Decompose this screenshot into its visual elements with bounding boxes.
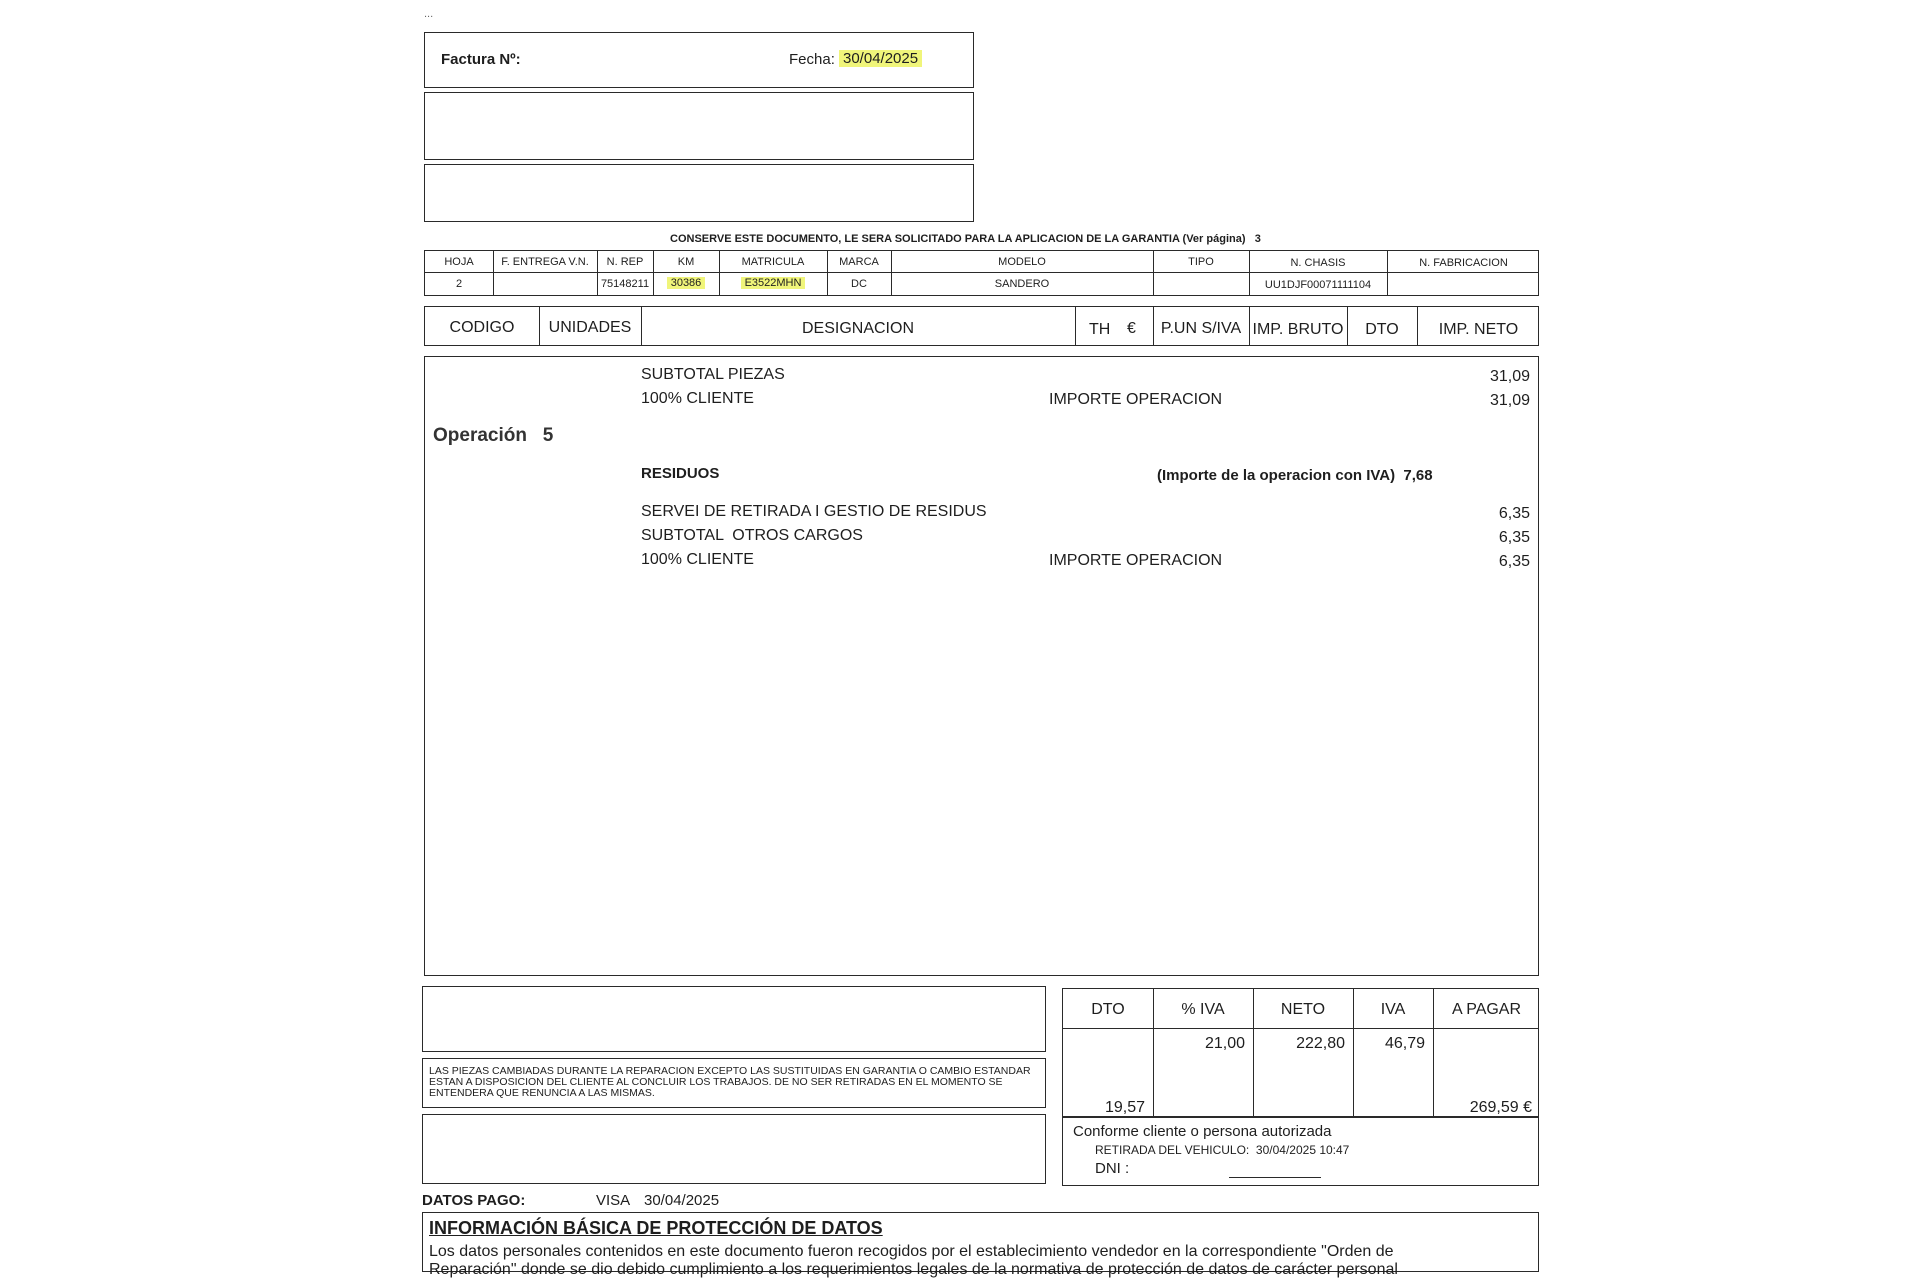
retirada-vehiculo: RETIRADA DEL VEHICULO: 30/04/2025 10:47	[1095, 1143, 1350, 1157]
totals-a-pagar: 269,59 €	[1469, 1099, 1532, 1116]
col-th: TH	[1089, 321, 1111, 338]
vehicle-header-rep: N. REP	[606, 256, 644, 268]
warranty-page: 3	[1254, 233, 1261, 245]
totals-header-dto: DTO	[1091, 1001, 1125, 1018]
lines-body	[424, 356, 1539, 976]
vehicle-hoja: 2	[455, 278, 463, 290]
residuos-label: RESIDUOS	[641, 465, 720, 482]
col-descuento: DTO	[1365, 321, 1399, 338]
pieces-notice: LAS PIEZAS CAMBIADAS DURANTE LA REPARACION EXCEPTO LAS SUSTITUIDAS EN GARANTIA O CAMBIO ESTANDAR ESTAN A DISPOSICION DEL CLIENTE AL CONCLUIR LOS TRABAJOS. DE NO SER RETIRADAS EN EL MOMENTO SE ENTENDERA QUE RENUNCIA A LAS MISMAS.	[429, 1065, 1031, 1099]
operation-title: Operación 5	[433, 425, 554, 446]
cliente-2-label: 100% CLIENTE	[641, 551, 754, 568]
vehicle-header-chasis: N. CHASIS	[1290, 257, 1346, 269]
payment-method: VISA	[596, 1192, 631, 1209]
customer-box	[424, 92, 974, 160]
vehicle-header-entrega: F. ENTREGA V.N.	[501, 256, 589, 268]
observations-box	[422, 986, 1046, 1052]
vehicle-header-matricula: MATRICULA	[741, 256, 805, 268]
vehicle-table	[424, 250, 1539, 296]
privacy-box	[422, 1212, 1539, 1278]
cliente-1-operacion: IMPORTE OPERACION	[1049, 391, 1223, 408]
subtotal-otros-amount: 6,35	[1498, 529, 1530, 546]
totals-header-iva: IVA	[1380, 1001, 1406, 1018]
totals-dto: 19,57	[1104, 1099, 1145, 1116]
invoice-date: 30/04/2025	[839, 50, 922, 67]
dni-signature-line	[1229, 1177, 1321, 1178]
vehicle-header-hoja: HOJA	[444, 256, 474, 268]
cliente-1-label: 100% CLIENTE	[641, 390, 754, 407]
payment-label: DATOS PAGO:	[422, 1192, 526, 1209]
vehicle-header-fabricacion: N. FABRICACION	[1419, 257, 1508, 269]
totals-header-neto: NETO	[1280, 1001, 1326, 1018]
cliente-2-operacion: IMPORTE OPERACION	[1049, 552, 1223, 569]
vehicle-modelo: SANDERO	[994, 278, 1050, 290]
date-label: Fecha:	[789, 51, 835, 68]
servei-amount: 6,35	[1498, 505, 1530, 522]
totals-table	[1062, 988, 1539, 1118]
vehicle-header-marca: MARCA	[839, 256, 879, 268]
conforme-box	[1062, 1116, 1539, 1186]
servei-label: SERVEI DE RETIRADA I GESTIO DE RESIDUS	[641, 503, 987, 520]
vehicle-matricula: E3522MHN	[741, 277, 806, 289]
vehicle-chasis: UU1DJF00071111104	[1264, 279, 1372, 291]
lines-header	[424, 306, 1539, 346]
col-importe-neto: IMP. NETO	[1438, 321, 1519, 338]
totals-iva-pct: 21,00	[1204, 1035, 1245, 1052]
col-euro: €	[1127, 320, 1136, 337]
pieces-notice-box	[422, 1058, 1046, 1108]
cliente-1-amount: 31,09	[1489, 392, 1530, 409]
residuos-note: (Importe de la operacion con IVA) 7,68	[1157, 467, 1433, 484]
subtotal-piezas-label: SUBTOTAL PIEZAS	[641, 366, 785, 383]
totals-header-iva-pct: % IVA	[1181, 1001, 1225, 1018]
privacy-line-1: Los datos personales contenidos en este documento fueron recogidos por el establecimiento vendedor en la correspondiente "Orden de	[429, 1243, 1394, 1260]
col-codigo: CODIGO	[449, 319, 515, 336]
subtotal-piezas-amount: 31,09	[1489, 368, 1530, 385]
dni-label: DNI :	[1095, 1160, 1130, 1177]
col-unidades: UNIDADES	[548, 319, 632, 336]
vehicle-header-modelo: MODELO	[998, 256, 1046, 268]
vehicle-marca: DC	[851, 278, 867, 290]
vehicle-header-km: KM	[677, 256, 695, 268]
privacy-line-2: Reparación" donde se dio debido cumplimiento a los requerimientos legales de la normativa de protección de datos de carácter personal	[429, 1261, 1398, 1278]
totals-iva: 46,79	[1384, 1035, 1425, 1052]
address-box	[424, 164, 974, 222]
vehicle-km: 30386	[667, 277, 706, 289]
col-importe-bruto: IMP. BRUTO	[1252, 321, 1344, 338]
corner-mark: ...	[424, 8, 434, 20]
totals-header-a-pagar: A PAGAR	[1451, 1001, 1522, 1018]
subtotal-otros-label: SUBTOTAL OTROS CARGOS	[641, 527, 863, 544]
vehicle-header-tipo: TIPO	[1188, 256, 1214, 268]
col-precio-unitario: P.UN S/IVA	[1160, 320, 1242, 337]
invoice-number-label: Factura Nº:	[441, 51, 521, 68]
warranty-notice: CONSERVE ESTE DOCUMENTO, LE SERA SOLICITADO PARA LA APLICACION DE LA GARANTIA (Ver página) 3	[670, 233, 1261, 245]
conforme-label: Conforme cliente o persona autorizada	[1073, 1123, 1332, 1140]
invoice-header-box	[424, 32, 974, 88]
cliente-2-amount: 6,35	[1498, 553, 1530, 570]
vehicle-rep: 75148211	[600, 278, 650, 290]
signature-box	[422, 1114, 1046, 1184]
col-designacion: DESIGNACION	[801, 320, 914, 337]
totals-neto: 222,80	[1296, 1035, 1345, 1052]
payment-date: 30/04/2025	[644, 1192, 720, 1209]
privacy-title: INFORMACIÓN BÁSICA DE PROTECCIÓN DE DATOS	[429, 1218, 883, 1238]
